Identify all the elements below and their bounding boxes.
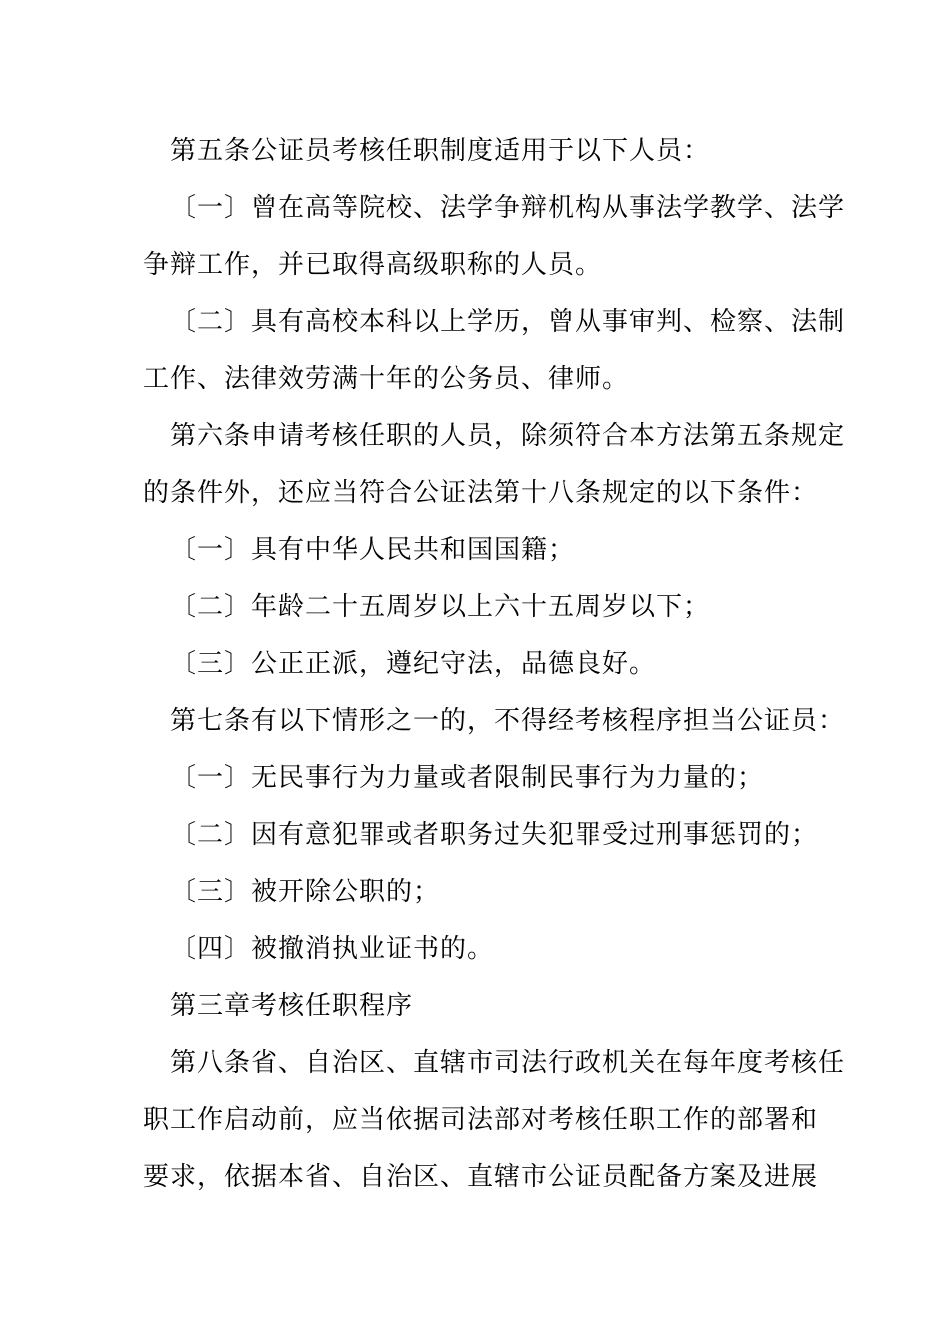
chapter-3-title: 第三章考核任职程序 [170,991,414,1021]
article-7-item-2: 〔二〕因有意犯罪或者职务过失犯罪受过刑事惩罚的； [170,820,819,850]
article-7-heading: 第七条有以下情形之一的，不得经考核程序担当公证员： [170,706,846,736]
article-6-item-2: 〔二〕年龄二十五周岁以上六十五周岁以下； [170,592,711,622]
article-5-item-2-line-1: 〔二〕具有高校本科以上学历，曾从事审判、检察、法制 [170,307,846,337]
article-5-item-1-line-1: 〔一〕曾在高等院校、法学争辩机构从事法学教学、法学 [170,193,846,223]
article-7-item-1: 〔一〕无民事行为力量或者限制民事行为力量的； [170,763,765,793]
article-5-item-2-line-2: 工作、法律效劳满十年的公务员、律师。 [143,364,630,394]
article-6-line-1: 第六条申请考核任职的人员，除须符合本方法第五条规定 [170,421,846,451]
article-8-line-1: 第八条省、自治区、直辖市司法行政机关在每年度考核任 [170,1048,846,1078]
article-8-line-2: 职工作启动前，应当依据司法部对考核任职工作的部署和 [143,1105,819,1135]
article-6-item-1: 〔一〕具有中华人民共和国国籍； [170,535,576,565]
article-7-item-3: 〔三〕被开除公职的； [170,877,441,907]
article-8-line-3: 要求，依据本省、自治区、直辖市公证员配备方案及进展 [143,1162,819,1192]
article-7-item-4: 〔四〕被撤消执业证书的。 [170,934,495,964]
article-6-item-3: 〔三〕公正正派，遵纪守法，品德良好。 [170,649,657,679]
article-6-line-2: 的条件外，还应当符合公证法第十八条规定的以下条件： [143,478,819,508]
article-5-heading: 第五条公证员考核任职制度适用于以下人员： [170,136,711,166]
article-5-item-1-line-2: 争辩工作，并已取得高级职称的人员。 [143,250,603,280]
